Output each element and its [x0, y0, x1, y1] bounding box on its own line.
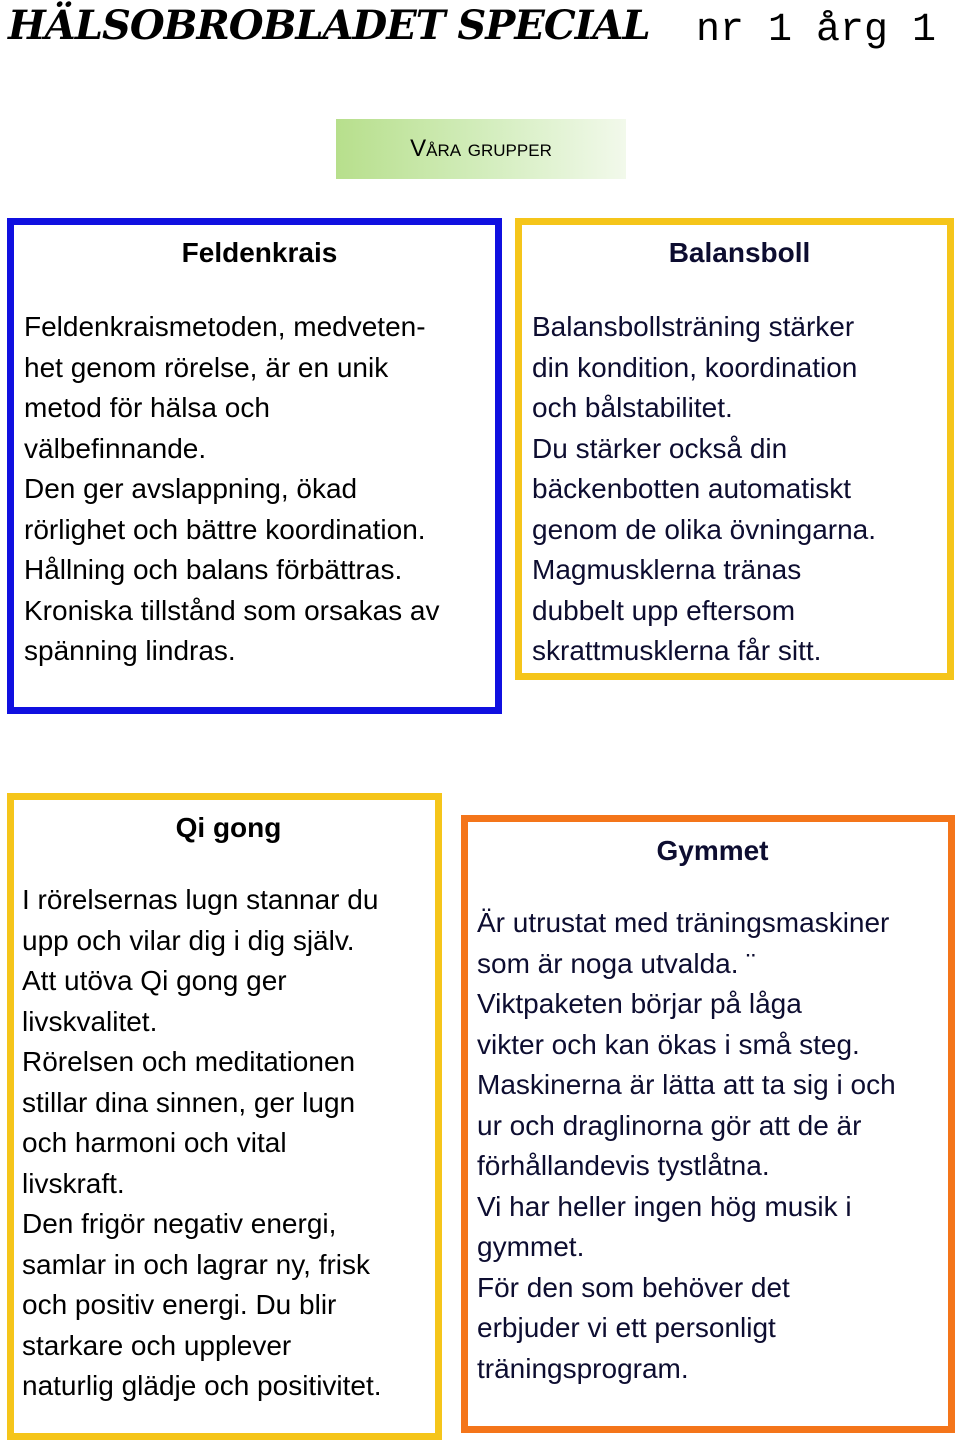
description-line: het genom rörelse, är en unik: [24, 351, 389, 383]
description-line: vikter och kan ökas i små steg.: [477, 1028, 860, 1060]
description-line: För den som behöver det: [477, 1271, 790, 1303]
description-line: Feldenkraismetoden, medveten-: [24, 311, 426, 342]
description-line: träningsprogram.: [477, 1352, 689, 1384]
group-description: [24, 307, 495, 672]
masthead-title: HÄLSOBROBLADET SPECIAL: [8, 2, 650, 49]
group-description: [22, 880, 435, 1407]
section-heading-banner: [336, 119, 626, 179]
group-box-feldenkrais: [7, 218, 502, 714]
description-line: Är utrustat med träningsmaskiner: [477, 907, 890, 938]
description-line: rörlighet och bättre koordination.: [24, 513, 426, 545]
description-line: Den ger avslappning, ökad: [24, 473, 358, 504]
description-line: Hållning och balans förbättras.: [24, 554, 403, 585]
description-line: Rörelsen och meditationen: [22, 1046, 356, 1077]
group-box-balansboll: [515, 218, 954, 680]
description-line: genom de olika övningarna.: [532, 513, 877, 545]
description-line: och positiv energi. Du blir: [22, 1289, 337, 1320]
description-line: metod för hälsa och: [24, 392, 270, 423]
description-line: och bålstabilitet.: [532, 392, 733, 423]
description-line: erbjuder vi ett personligt: [477, 1312, 776, 1343]
description-line: samlar in och lagrar ny, frisk: [22, 1248, 371, 1280]
description-line: som är noga utvalda. ¨: [477, 947, 756, 979]
description-line: ur och draglinorna gör att de är: [477, 1109, 862, 1141]
description-line: I rörelsernas lugn stannar du: [22, 884, 379, 915]
description-line: upp och vilar dig i dig själv.: [22, 924, 355, 956]
issue-number: nr 1 årg 1: [695, 8, 936, 53]
description-line: förhållandevis tystlåtna.: [477, 1150, 770, 1181]
group-box-qigong: [7, 793, 442, 1440]
description-line: och harmoni och vital: [22, 1127, 287, 1158]
description-line: stillar dina sinnen, ger lugn: [22, 1086, 356, 1118]
group-title: Qi gong: [175, 812, 282, 843]
description-line: Den frigör negativ energi,: [22, 1208, 337, 1239]
description-line: starkare och upplever: [22, 1329, 292, 1361]
description-line: Vi har heller ingen hög musik i: [477, 1190, 852, 1222]
group-title: Balansboll: [668, 237, 811, 268]
group-box-gymmet: [461, 815, 955, 1433]
description-line: naturlig glädje och positivitet.: [22, 1370, 382, 1401]
description-line: Magmusklerna tränas: [532, 554, 802, 585]
group-description: [532, 307, 947, 672]
description-line: Viktpaketen börjar på låga: [477, 988, 802, 1019]
description-line: livskraft.: [22, 1167, 125, 1199]
group-description: [477, 903, 948, 1389]
description-line: Att utöva Qi gong ger: [22, 965, 287, 996]
description-line: bäckenbotten automatiskt: [532, 473, 852, 504]
description-line: din kondition, koordination: [532, 351, 858, 383]
description-line: Maskinerna är lätta att ta sig i och: [477, 1069, 896, 1100]
description-line: dubbelt upp eftersom: [532, 594, 796, 626]
description-line: välbefinnande.: [24, 432, 207, 464]
description-line: spänning lindras.: [24, 635, 236, 666]
section-heading: Våra grupper: [410, 135, 552, 162]
description-line: Balansbollsträning stärker: [532, 311, 855, 342]
description-line: Kroniska tillstånd som orsakas av: [24, 594, 440, 626]
description-line: livskvalitet.: [22, 1005, 158, 1037]
description-line: gymmet.: [477, 1231, 585, 1262]
description-line: Du stärker också din: [532, 432, 788, 464]
group-title: Gymmet: [656, 835, 769, 866]
description-line: skrattmusklerna får sitt.: [532, 635, 822, 666]
group-title: Feldenkrais: [181, 237, 338, 268]
